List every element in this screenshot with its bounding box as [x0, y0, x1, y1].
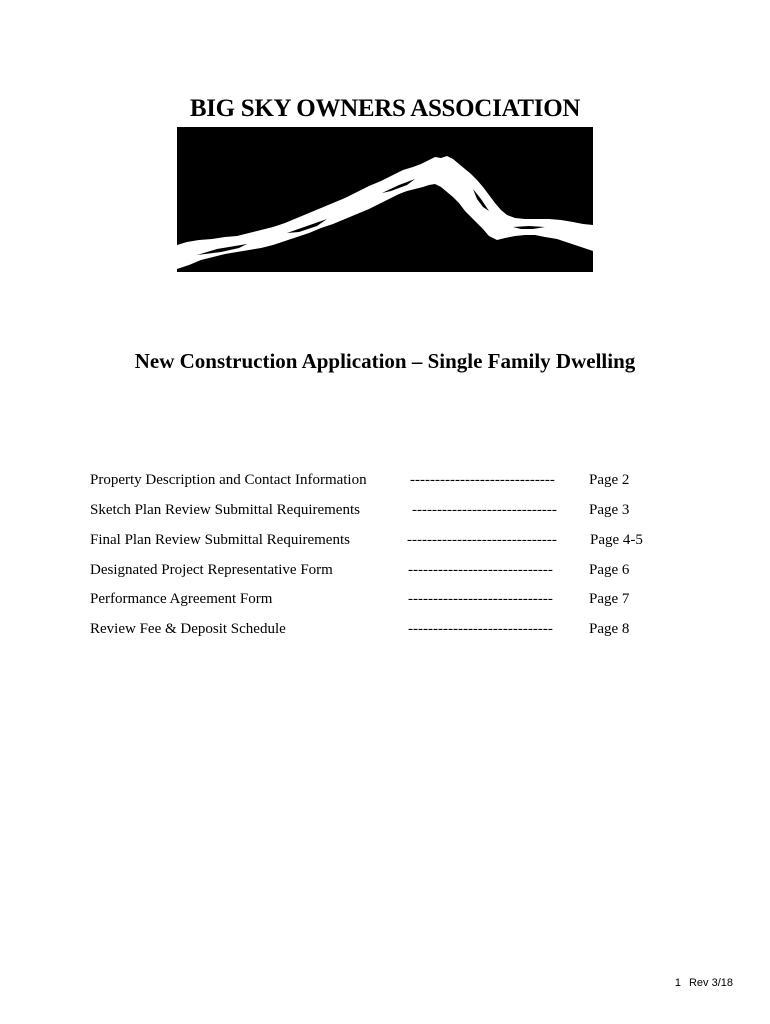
revision-label: Rev 3/18	[688, 977, 733, 989]
toc-page: Page 2	[589, 472, 630, 488]
toc-leader: ------------------------------	[407, 532, 557, 548]
table-of-contents	[0, 466, 770, 656]
toc-leader: -----------------------------	[410, 472, 555, 488]
toc-row	[0, 526, 770, 554]
toc-page: Page 3	[589, 502, 630, 518]
toc-leader: -----------------------------	[408, 591, 553, 607]
toc-row	[0, 466, 770, 494]
toc-row	[0, 496, 770, 524]
toc-label: Performance Agreement Form	[90, 591, 273, 607]
toc-label: Designated Project Representative Form	[90, 562, 333, 578]
organization-title: BIG SKY OWNERS ASSOCIATION	[189, 95, 581, 122]
toc-row	[0, 615, 770, 643]
page-footer	[675, 975, 733, 991]
toc-leader: -----------------------------	[412, 502, 557, 518]
toc-row	[0, 585, 770, 613]
toc-label: Sketch Plan Review Submittal Requirements	[90, 502, 360, 518]
toc-page: Page 4-5	[590, 532, 643, 548]
toc-label: Final Plan Review Submittal Requirements	[90, 532, 350, 548]
toc-leader: -----------------------------	[408, 562, 553, 578]
document-title: New Construction Application – Single Family Dwelling	[134, 349, 636, 373]
toc-page: Page 6	[589, 562, 630, 578]
mountain-logo-icon	[177, 127, 593, 272]
toc-page: Page 7	[589, 591, 630, 607]
toc-row	[0, 556, 770, 584]
toc-leader: -----------------------------	[408, 621, 553, 637]
toc-label: Review Fee & Deposit Schedule	[90, 621, 286, 637]
toc-page: Page 8	[589, 621, 630, 637]
toc-label: Property Description and Contact Information	[90, 472, 367, 488]
page-number: 1	[674, 977, 681, 989]
